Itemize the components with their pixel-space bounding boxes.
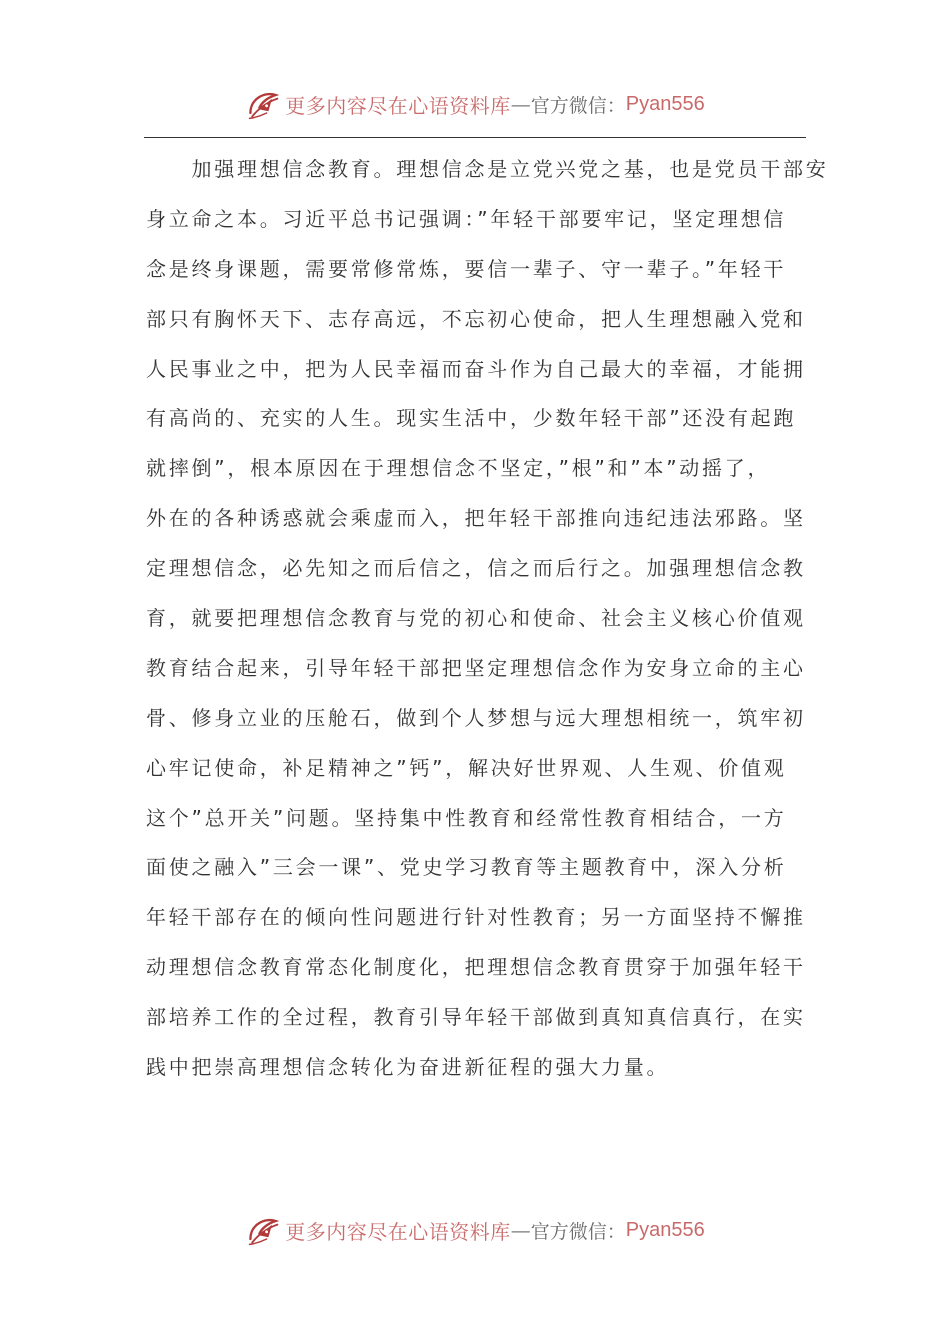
pen-nib-logo-icon	[245, 1212, 281, 1248]
header-divider	[144, 137, 806, 138]
text-line: 部只有胸怀天下、志存高远，不忘初心使命，把人生理想融入党和	[146, 306, 806, 331]
footer-wechat-id: Pyan556	[625, 1218, 705, 1241]
header-dash: —	[510, 92, 531, 116]
footer-banner	[0, 1208, 950, 1252]
text-line: 部培养工作的全过程，教育引导年轻干部做到真知真信真行，在实	[146, 1005, 806, 1030]
header-wechat-label: 官方微信：	[530, 94, 626, 117]
header-slogan: 更多内容尽在心语资料库	[285, 93, 511, 118]
footer-slogan: 更多内容尽在心语资料库	[285, 1219, 511, 1244]
footer-wechat-label: 官方微信：	[530, 1220, 626, 1243]
header-wechat-id: Pyan556	[625, 92, 705, 115]
text-line: 有高尚的、充实的人生。现实生活中，少数年轻干部”还没有起跑	[146, 406, 797, 431]
text-line: 这个”总开关”问题。坚持集中性教育和经常性教育相结合，一方	[146, 805, 787, 830]
text-line: 践中把崇高理想信念转化为奋进新征程的强大力量。	[146, 1055, 670, 1080]
text-line: 育，就要把理想信念教育与党的初心和使命、社会主义核心价值观	[146, 606, 806, 631]
text-line: 骨、修身立业的压舱石，做到个人梦想与远大理想相统一，筑牢初	[146, 705, 806, 730]
pen-nib-logo-icon	[245, 86, 281, 122]
text-line: 心牢记使命，补足精神之”钙”，解决好世界观、人生观、价值观	[146, 755, 787, 780]
text-line: 人民事业之中，把为人民幸福而奋斗作为自己最大的幸福，才能拥	[146, 356, 806, 381]
footer-dash: —	[510, 1218, 531, 1242]
text-line: 身立命之本。习近平总书记强调：”年轻干部要牢记，坚定理想信	[146, 206, 787, 231]
text-line: 动理想信念教育常态化制度化，把理想信念教育贯穿于加强年轻干	[146, 955, 806, 980]
header-banner	[0, 82, 950, 126]
body-paragraph	[146, 145, 829, 1093]
text-line: 面使之融入”三会一课”、党史学习教育等主题教育中，深入分析	[146, 855, 787, 880]
text-line: 加强理想信念教育。理想信念是立党兴党之基，也是党员干部安	[146, 157, 829, 181]
text-line: 定理想信念，必先知之而后信之，信之而后行之。加强理想信念教	[146, 556, 806, 581]
text-line: 教育结合起来，引导年轻干部把坚定理想信念作为安身立命的主心	[146, 655, 806, 680]
text-line: 念是终身课题，需要常修常炼，要信一辈子、守一辈子。”年轻干	[146, 256, 787, 281]
text-line: 就摔倒”，根本原因在于理想信念不坚定，”根”和”本”动摇了，	[146, 456, 771, 481]
text-line: 年轻干部存在的倾向性问题进行针对性教育；另一方面坚持不懈推	[146, 905, 806, 930]
text-line: 外在的各种诱惑就会乘虚而入，把年轻干部推向违纪违法邪路。坚	[146, 506, 806, 531]
